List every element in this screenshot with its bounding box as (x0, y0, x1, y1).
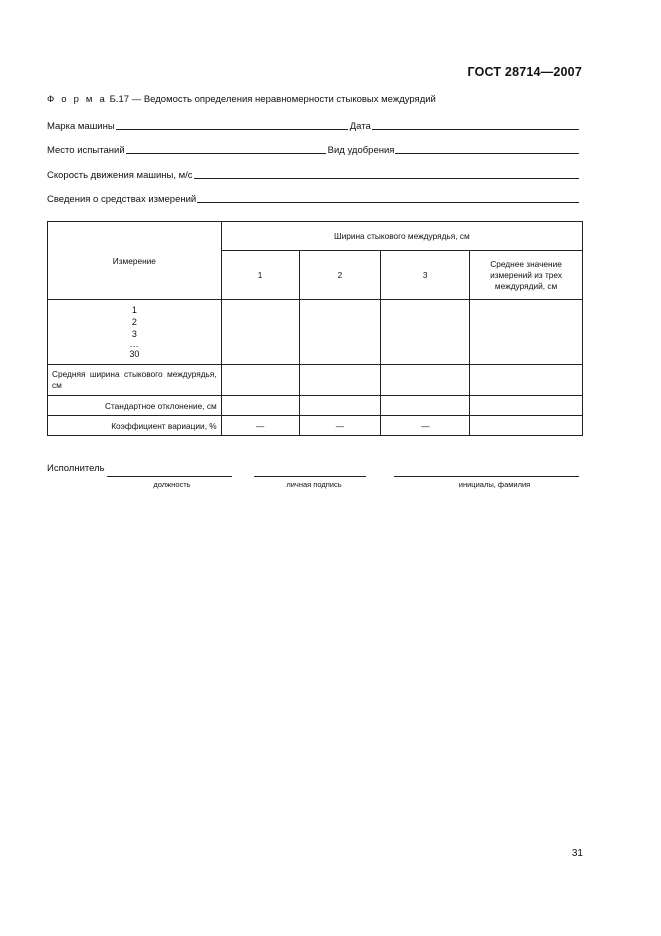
instruments-field[interactable] (197, 192, 579, 203)
header-col-1: 1 (221, 251, 299, 300)
fertilizer-type-label: Вид удобрения (327, 145, 395, 156)
data-cell[interactable] (221, 365, 299, 396)
dash-cell: — (299, 416, 381, 436)
instruments-label: Сведения о средствах измерений (47, 194, 197, 205)
data-cell[interactable] (299, 300, 381, 365)
field-instruments-row (47, 191, 581, 205)
form-number: Б.17 (109, 94, 130, 105)
measurement-row-30: 30 (129, 349, 140, 359)
row-coef-label: Коэффициент вариации, % (48, 416, 222, 436)
row-avg-width-label: Средняя ширина стыкового междурядья, см (48, 365, 222, 396)
field-test-place-row (47, 142, 581, 156)
data-cell[interactable] (381, 300, 470, 365)
name-caption: инициалы, фамилия (458, 480, 531, 489)
form-title-text: — Ведомость определения неравномерности стыковых междурядий (131, 94, 436, 105)
data-cell[interactable] (381, 365, 470, 396)
form-label: Ф о р м а (47, 94, 107, 105)
header-measurement: Измерение (48, 222, 222, 300)
position-caption: должность (153, 480, 191, 489)
date-label: Дата (349, 121, 371, 132)
dash-cell: — (221, 416, 299, 436)
data-cell[interactable] (381, 396, 470, 416)
dash-cell: — (381, 416, 470, 436)
machine-speed-label: Скорость движения машины, м/с (47, 170, 193, 181)
page-number: 31 (571, 848, 583, 859)
measurement-row-1: 1 (131, 305, 137, 315)
header-col-2: 2 (299, 251, 381, 300)
header-width-group: Ширина стыкового междурядья, см (221, 222, 582, 251)
standard-code: ГОСТ 28714—2007 (467, 65, 582, 79)
data-cell[interactable] (470, 300, 583, 365)
machine-brand-field[interactable] (116, 119, 348, 130)
measurement-table (47, 221, 583, 436)
test-place-label: Место испытаний (47, 145, 125, 156)
data-cell[interactable] (470, 365, 583, 396)
test-place-field[interactable] (126, 143, 326, 154)
signature-block (47, 463, 581, 493)
data-cell[interactable] (299, 396, 381, 416)
measurement-row-ellipsis: ... (129, 339, 139, 349)
position-field[interactable] (107, 476, 232, 477)
header-col-3: 3 (381, 251, 470, 300)
header-average: Среднее значение измерений из трех междурядий, см (470, 251, 583, 300)
name-field[interactable] (394, 476, 579, 477)
row-std-label: Стандартное отклонение, см (48, 396, 222, 416)
measurement-row-2: 2 (131, 317, 137, 327)
data-cell[interactable] (299, 365, 381, 396)
machine-speed-field[interactable] (194, 168, 579, 179)
field-speed-row (47, 167, 581, 181)
fertilizer-type-field[interactable] (395, 143, 579, 154)
executor-label: Исполнитель (47, 463, 105, 474)
signature-caption: личная подпись (286, 480, 342, 489)
data-cell[interactable] (221, 300, 299, 365)
data-cell[interactable] (221, 396, 299, 416)
data-cell[interactable] (470, 416, 583, 436)
machine-brand-label: Марка машины (47, 121, 115, 132)
form-title (47, 94, 436, 105)
signature-field[interactable] (254, 476, 366, 477)
measurement-row-3: 3 (131, 329, 137, 339)
date-field[interactable] (372, 119, 579, 130)
measurement-numbers (48, 300, 222, 365)
field-machine-brand-row (47, 118, 581, 132)
data-cell[interactable] (470, 396, 583, 416)
